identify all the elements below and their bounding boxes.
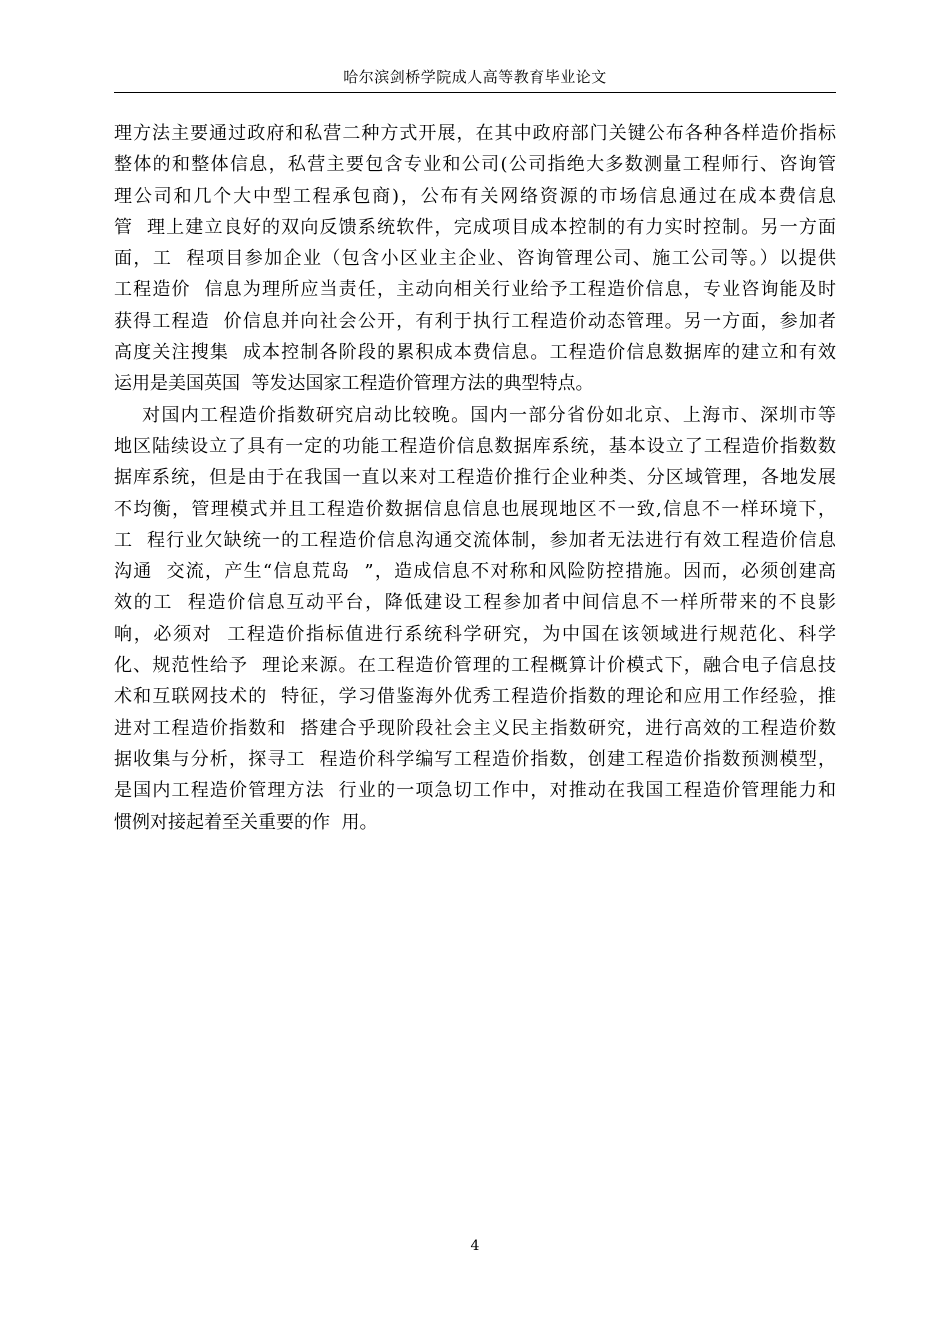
text-line: 整体的和整体信息，私营主要包含专业和公司(公司指绝大多数测量工程师行、咨询管 [114,154,836,176]
text-line: 是国内工程造价管理方法 行业的一项急切工作中，对推动在我国工程造价管理能力和 [114,780,836,802]
text-line: 运用是美国英国 等发达国家工程造价管理方法的典型特点。 [114,373,594,395]
text-line: 沟通 交流，产生“信息荒岛 ”，造成信息不对称和风险防控措施。因而，必须创建高 [114,561,836,583]
text-line: 据库系统，但是由于在我国一直以来对工程造价推行企业种类、分区域管理，各地发展 [114,467,836,489]
text-line: 工 程行业欠缺统一的工程造价信息沟通交流体制，参加者无法进行有效工程造价信息 [114,529,836,551]
text-line: 惯例对接起着至关重要的作 用。 [114,811,378,833]
page-header [114,62,836,93]
text-line: 进对工程造价指数和 搭建合乎现阶段社会主义民主指数研究，进行高效的工程造价数 [114,717,836,739]
text-line: 效的工 程造价信息互动平台，降低建设工程参加者中间信息不一样所带来的不良影 [114,592,836,614]
header-title: 哈尔滨剑桥学院成人高等教育毕业论文 [343,68,607,86]
text-line: 术和互联网技术的 特征，学习借鉴海外优秀工程造价指数的理论和应用工作经验，推 [114,686,836,708]
text-line: 对国内工程造价指数研究启动比较晚。国内一部分省份如北京、上海市、深圳市等 [114,404,836,426]
page-number: 4 [470,1238,480,1254]
text-line: 地区陆续设立了具有一定的功能工程造价信息数据库系统，基本设立了工程造价指数数 [114,435,836,457]
text-line: 理方法主要通过政府和私营二种方式开展，在其中政府部门关键公布各种各样造价指标 [114,123,836,144]
text-line: 高度关注搜集 成本控制各阶段的累积成本费信息。工程造价信息数据库的建立和有效 [114,342,836,364]
document-body [114,118,836,838]
text-line: 据收集与分析，探寻工 程造价科学编写工程造价指数，创建工程造价指数预测模型， [114,748,836,770]
text-line: 工程造价 信息为理所应当责任，主动向相关行业给予工程造价信息，专业咨询能及时 [114,279,836,301]
text-line: 面，工 程项目参加企业（包含小区业主企业、咨询管理公司、施工公司等。）以提供 [114,248,836,270]
text-line: 管 理上建立良好的双向反馈系统软件，完成项目成本控制的有力实时控制。另一方面 [114,216,836,238]
text-line: 获得工程造 价信息并向社会公开，有利于执行工程造价动态管理。另一方面，参加者 [114,310,836,332]
text-line: 化、规范性给予 理论来源。在工程造价管理的工程概算计价模式下，融合电子信息技 [114,655,836,677]
text-line: 响，必须对 工程造价指标值进行系统科学研究，为中国在该领域进行规范化、科学 [114,623,836,645]
text-line: 不均衡，管理模式并且工程造价数据信息信息也展现地区不一致,信息不一样环境下， [114,498,836,520]
text-line: 理公司和几个大中型工程承包商)，公布有关网络资源的市场信息通过在成本费信息 [114,185,836,207]
